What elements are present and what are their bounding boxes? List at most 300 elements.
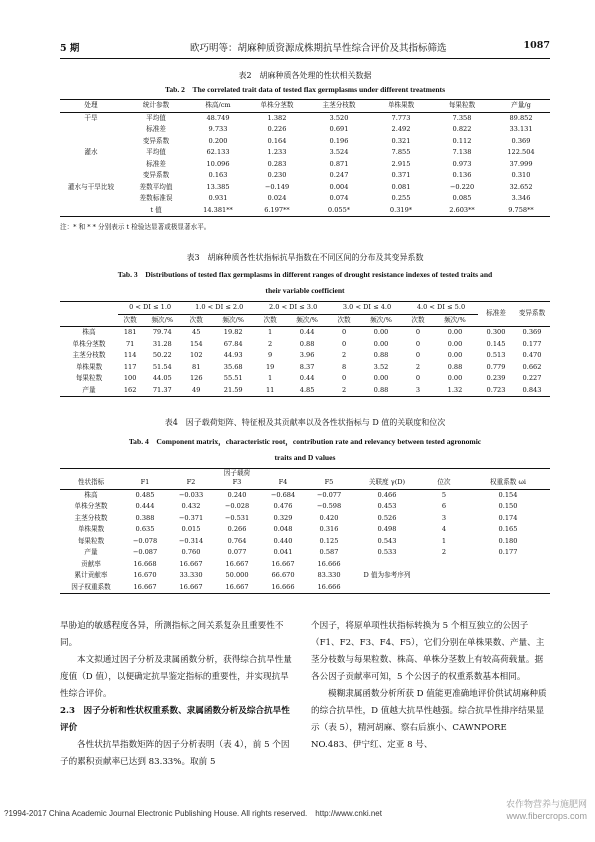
table-cell: 0.321 bbox=[391, 136, 411, 145]
table-cell: 89.852 bbox=[509, 113, 533, 122]
table-cell: 株高/cm bbox=[190, 100, 246, 113]
table-cell: 0.163 bbox=[208, 171, 228, 179]
table-cell: 频次/% bbox=[432, 314, 478, 327]
table-cell: 0.88 bbox=[299, 339, 315, 348]
table-cell: 0.055* bbox=[308, 205, 370, 217]
table-row bbox=[60, 350, 550, 362]
table-cell: 0.00 bbox=[373, 328, 389, 336]
table-cell: 0.174 bbox=[498, 513, 518, 522]
table-cell: 71 bbox=[125, 339, 135, 348]
table-cell: 0.432 bbox=[181, 502, 201, 510]
table2 bbox=[60, 99, 550, 217]
table-row bbox=[60, 159, 550, 171]
table-cell: 0.004 bbox=[329, 182, 349, 191]
table-cell bbox=[352, 559, 422, 571]
table-cell: 16.666 bbox=[317, 559, 341, 568]
table-cell: 16.666 bbox=[260, 582, 306, 594]
table-cell: 0.177 bbox=[498, 548, 518, 556]
table-cell: 16.667 bbox=[225, 559, 249, 568]
table-cell: 16.667 bbox=[271, 559, 295, 568]
table-cell: 标准差 bbox=[478, 302, 514, 327]
table-cell: 主茎分枝数 bbox=[72, 351, 106, 359]
table-cell: 154 bbox=[189, 339, 203, 348]
table-cell bbox=[466, 570, 550, 582]
table-row bbox=[60, 373, 550, 385]
table-cell: 0.136 bbox=[452, 171, 472, 179]
table-cell: 次数 bbox=[330, 314, 358, 327]
paragraph: 各性状抗旱指数矩阵的因子分析表明（表 4），前 5 个因子的累积贡献率已达到 83.33%。取前 5 bbox=[60, 740, 290, 767]
table-cell: 16.668 bbox=[133, 559, 157, 568]
table-cell: 0.44 bbox=[299, 374, 315, 382]
table-cell: 0.164 bbox=[267, 136, 287, 145]
table-cell: 7.358 bbox=[452, 113, 472, 122]
table-row bbox=[60, 489, 550, 501]
table-cell: 0.88 bbox=[373, 351, 389, 359]
paragraph: 本文拟通过因子分析及隶属函数分析，获得综合抗旱性量度值（D 值），以便确定抗旱鉴定指标的重要性，并实现抗旱性综合评价。 bbox=[60, 655, 292, 699]
range-header: 1.0 < DI ≤ 2.0 bbox=[182, 302, 256, 315]
table-cell: 19.82 bbox=[223, 328, 243, 336]
body-left-column bbox=[60, 618, 292, 771]
table-cell bbox=[60, 193, 122, 205]
table-cell bbox=[60, 124, 122, 136]
table-cell: 16.667 bbox=[179, 559, 203, 568]
range-header: 2.0 < DI ≤ 3.0 bbox=[256, 302, 330, 315]
table-cell: 0.024 bbox=[267, 194, 287, 202]
table-cell: 19 bbox=[265, 362, 275, 371]
section-heading: 2.3 因子分析和性状权重系数、隶属函数分析及综合抗旱性评价 bbox=[60, 706, 290, 733]
table-cell bbox=[352, 582, 422, 594]
table-cell: 单株分茎数 bbox=[72, 339, 106, 348]
table-cell: 0.00 bbox=[373, 374, 389, 382]
table-cell: 0.247 bbox=[329, 171, 349, 179]
table-cell: 0.015 bbox=[181, 525, 201, 533]
table-cell bbox=[466, 469, 550, 478]
table-cell: F1 bbox=[122, 477, 168, 489]
table4-caption-en-2: traits and D values bbox=[274, 453, 336, 462]
table-cell: 累计贡献率 bbox=[74, 571, 108, 579]
table-cell: 79.74 bbox=[152, 328, 172, 336]
table-cell: 21.59 bbox=[210, 385, 256, 397]
table-row bbox=[60, 182, 550, 194]
table-cell: 7.138 bbox=[452, 148, 472, 156]
table-cell: 114 bbox=[123, 351, 137, 359]
table-cell: 100 bbox=[123, 374, 137, 382]
table-cell: 0.388 bbox=[135, 513, 155, 522]
table-cell: 51.54 bbox=[152, 362, 172, 371]
table-cell: 45 bbox=[192, 328, 201, 336]
table-cell: F4 bbox=[260, 477, 306, 489]
table-cell: 0.44 bbox=[299, 328, 315, 336]
table-cell bbox=[422, 469, 466, 478]
paragraph: 个因子，将原单项性状指标转换为 5 个相互独立的公因子（F1、F2、F3、F4、F5），它们分别在单株果数、产量、主茎分枝数与每果粒数、株高、单株分茎数上有较高荷载量。据各公因子贡献率可知，5 个公因子的权重系数基本相同。 bbox=[311, 621, 545, 682]
table-cell: 7.773 bbox=[391, 113, 411, 122]
table-row bbox=[60, 524, 550, 536]
table-cell: 0.00 bbox=[447, 351, 463, 359]
table-cell: 频次/% bbox=[142, 314, 182, 327]
table-header-row bbox=[60, 469, 550, 478]
table-cell: 0.369 bbox=[511, 136, 531, 145]
body-right-column bbox=[311, 618, 550, 754]
table-cell: 71.37 bbox=[142, 385, 182, 397]
table-cell: 0.145 bbox=[486, 339, 506, 348]
table-cell: −0.531 bbox=[224, 513, 250, 522]
table-cell: 主茎分枝数 bbox=[308, 100, 370, 113]
table-cell: 3.524 bbox=[329, 148, 349, 156]
table-cell: 0 bbox=[415, 374, 421, 382]
table-header-row bbox=[60, 302, 550, 315]
table4-caption-cn: 表4 因子载荷矩阵、特征根及其贡献率以及各性状指标与 D 值的关联度和位次 bbox=[164, 418, 446, 427]
table3-caption-en-2: their variable coefficient bbox=[265, 286, 345, 295]
table-cell: 0.723 bbox=[478, 385, 514, 397]
table-cell: 0.543 bbox=[377, 536, 397, 545]
table-row bbox=[60, 362, 550, 374]
table3-caption-cn: 表3 胡麻种质各性状指标抗旱指数在不同区间的分布及其变异系数 bbox=[186, 253, 424, 262]
table-cell: D 值为参考序列 bbox=[363, 571, 411, 579]
table-cell: 0.369 bbox=[522, 328, 542, 336]
table-cell: 0.112 bbox=[452, 136, 472, 145]
table-header-row bbox=[60, 477, 550, 489]
table-cell: 0.085 bbox=[452, 194, 472, 202]
table3 bbox=[60, 301, 550, 397]
table-cell: 3.520 bbox=[329, 113, 349, 122]
table-cell: 0.240 bbox=[227, 490, 247, 499]
table-cell: 0.498 bbox=[377, 525, 397, 533]
table-cell: 4.85 bbox=[284, 385, 330, 397]
table-cell: 每果粒数 bbox=[75, 374, 103, 382]
table4-caption-en-1: Tab. 4 Component matrix，characteristic root，contribution rate and relevancy between tested agronomic bbox=[128, 437, 482, 446]
table-cell: 0.88 bbox=[358, 385, 404, 397]
table-cell: 0.227 bbox=[522, 374, 542, 382]
table-cell: 关联度 γ(D) bbox=[352, 477, 422, 489]
table-header-row bbox=[60, 100, 550, 113]
table-cell: 48.749 bbox=[206, 113, 230, 122]
table-cell: 贡献率 bbox=[81, 559, 101, 568]
table-cell: 次数 bbox=[404, 314, 432, 327]
table-cell bbox=[466, 559, 550, 571]
table-cell: −0.077 bbox=[316, 490, 342, 499]
table-cell: 性状指标 bbox=[60, 477, 122, 489]
table-cell: 2 bbox=[341, 351, 347, 359]
table-cell: 16.670 bbox=[133, 571, 157, 579]
table-cell: 181 bbox=[123, 328, 137, 336]
table-cell: 0.779 bbox=[486, 362, 506, 371]
table-cell: 灌水与干旱比较 bbox=[67, 182, 115, 191]
table-cell: 67.84 bbox=[223, 339, 243, 348]
table-cell: 0.420 bbox=[319, 513, 339, 522]
table-cell: F2 bbox=[168, 477, 214, 489]
table-cell: 66.670 bbox=[271, 571, 295, 579]
table-cell: 0 bbox=[341, 374, 347, 382]
table-cell: 2.603** bbox=[432, 205, 492, 217]
table-row bbox=[60, 547, 550, 559]
table-cell: 3 bbox=[404, 385, 432, 397]
table-cell: 49 bbox=[182, 385, 210, 397]
table-cell: 0.081 bbox=[391, 182, 411, 191]
table-cell: 单株果数 bbox=[77, 525, 105, 533]
table2-note: 注：* 和 * * 分别表示 t 检验达显著或极显著水平。 bbox=[60, 223, 211, 231]
range-header: 4.0 < DI ≤ 5.0 bbox=[404, 302, 478, 315]
table-cell: 0.329 bbox=[273, 513, 293, 522]
table-cell: 频次/% bbox=[358, 314, 404, 327]
table-cell: 102 bbox=[189, 351, 203, 359]
table-cell: −0.028 bbox=[224, 502, 250, 510]
table-cell: 2 bbox=[441, 548, 447, 556]
table-cell: 0.196 bbox=[329, 136, 349, 145]
table-cell bbox=[422, 570, 466, 582]
table-cell: 0.283 bbox=[267, 159, 287, 168]
table-cell: 81 bbox=[192, 362, 201, 371]
table-cell: 50.000 bbox=[225, 571, 249, 579]
table-cell: 单株分茎数 bbox=[74, 502, 108, 510]
table-cell: −0.033 bbox=[178, 490, 204, 499]
paragraph: 旱胁迫的敏感程度各异，所测指标之间关系复杂且重要性不同。 bbox=[60, 621, 284, 648]
range-header: 0 < DI ≤ 1.0 bbox=[118, 302, 182, 315]
watermark-line: 农作物营养与施肥网 bbox=[505, 799, 587, 809]
table-cell: 0.822 bbox=[452, 125, 472, 133]
table-row bbox=[60, 536, 550, 548]
table-cell bbox=[60, 170, 122, 182]
table-cell: 0.239 bbox=[486, 374, 506, 382]
table-cell: 产量/g bbox=[492, 100, 550, 113]
table-cell: 35.68 bbox=[223, 362, 243, 371]
table-cell: 0.154 bbox=[498, 490, 518, 499]
table-cell bbox=[422, 582, 466, 594]
table-row bbox=[60, 124, 550, 136]
table-cell: 株高 bbox=[82, 328, 96, 336]
table-cell: 2.915 bbox=[391, 159, 411, 168]
table-cell: 变异系数 bbox=[514, 302, 550, 327]
table-cell: 0.00 bbox=[447, 374, 463, 382]
table-cell: 0.200 bbox=[208, 136, 228, 145]
table-cell: 122.504 bbox=[507, 148, 535, 156]
table-row bbox=[60, 513, 550, 525]
table-cell: 2 bbox=[330, 385, 358, 397]
table-cell: 8 bbox=[341, 362, 347, 371]
table-cell bbox=[60, 159, 122, 171]
table-row bbox=[60, 582, 550, 594]
table-cell: t 值 bbox=[122, 205, 190, 217]
table-cell: 16.666 bbox=[306, 582, 352, 594]
table-cell: −0.314 bbox=[178, 536, 204, 545]
table-cell: 单株分茎数 bbox=[246, 100, 308, 113]
table-cell: 44.05 bbox=[152, 374, 172, 382]
table-cell: 频次/% bbox=[210, 314, 256, 327]
table-cell: 13.385 bbox=[206, 182, 230, 191]
table-cell: 1 bbox=[268, 328, 273, 336]
page-header bbox=[60, 40, 550, 56]
table-cell: 次数 bbox=[256, 314, 284, 327]
table-cell: 5 bbox=[441, 490, 447, 499]
table-cell: 33.131 bbox=[509, 125, 533, 133]
table-cell: 0.316 bbox=[319, 525, 339, 533]
table-row bbox=[60, 147, 550, 159]
table-cell: 1 bbox=[268, 374, 273, 382]
table-header-row bbox=[60, 314, 550, 327]
table2-caption-en: Tab. 2 The correlated trait data of tested flax germplasms under different treatments bbox=[164, 85, 446, 94]
table-cell: 1.382 bbox=[267, 113, 287, 122]
table-cell: 主茎分枝数 bbox=[74, 513, 108, 522]
table-cell: 10.096 bbox=[206, 159, 230, 168]
table-cell: 2.492 bbox=[391, 125, 411, 133]
table-cell: 0.485 bbox=[135, 490, 155, 499]
table-cell: 37.999 bbox=[509, 159, 533, 168]
table-cell: 9.758** bbox=[492, 205, 550, 217]
table-cell: 0.310 bbox=[511, 171, 531, 179]
table-cell: 16.667 bbox=[122, 582, 168, 594]
table-cell: 14.381** bbox=[190, 205, 246, 217]
table-cell: 株高 bbox=[84, 490, 98, 499]
table-cell: 0.230 bbox=[267, 171, 287, 179]
running-title: 欧巧明等：胡麻种质资源成株期抗旱性综合评价及其指标筛选 bbox=[190, 43, 447, 54]
table-cell: 平均值 bbox=[146, 113, 166, 122]
table-cell bbox=[60, 469, 122, 478]
table-cell bbox=[352, 469, 422, 478]
table-cell: 0.760 bbox=[181, 548, 201, 556]
table-cell: 55.51 bbox=[223, 374, 243, 382]
table-cell: 0.691 bbox=[329, 125, 349, 133]
table-cell: 次数 bbox=[182, 314, 210, 327]
table-row bbox=[60, 327, 550, 339]
table-cell: 差数平均值 bbox=[139, 182, 173, 191]
table-cell: 32.652 bbox=[509, 182, 533, 191]
table-cell: 33.330 bbox=[179, 571, 203, 579]
table-cell: 0.453 bbox=[377, 502, 397, 510]
watermark-line: www.fibercrops.com bbox=[506, 811, 587, 821]
table-row bbox=[60, 170, 550, 182]
table-cell: 0.041 bbox=[273, 548, 293, 556]
table-cell: 1.233 bbox=[267, 148, 287, 156]
table-cell: 0.533 bbox=[377, 548, 397, 556]
table-cell: 44.93 bbox=[223, 351, 243, 359]
table-cell: 标准差 bbox=[146, 125, 166, 133]
paragraph: 模糊隶属函数分析所获 D 值能更准确地评价供试胡麻种质的综合抗旱性，D 值越大抗旱性越强。综合抗旱性排序结果显示（表 5），精河胡麻、察右后旗小、CAWNPORE NO.483、伊宁红、定亚 8 号、 bbox=[311, 689, 547, 750]
table-cell: 31.28 bbox=[152, 339, 172, 348]
table-cell: 0 bbox=[415, 328, 421, 336]
range-header: 3.0 < DI ≤ 4.0 bbox=[330, 302, 404, 315]
table-cell: 0.513 bbox=[486, 351, 506, 359]
table-cell: 0.00 bbox=[447, 328, 463, 336]
table-row bbox=[60, 385, 550, 397]
table-cell: 0.466 bbox=[377, 490, 397, 499]
table-cell: 单株果数 bbox=[75, 362, 103, 371]
table-cell: 0.371 bbox=[391, 171, 411, 179]
table-cell: 0.764 bbox=[227, 536, 247, 545]
table-cell: 平均值 bbox=[146, 148, 166, 156]
table-cell: −0.371 bbox=[178, 513, 204, 522]
table-cell: 0.266 bbox=[227, 525, 247, 533]
table-cell: 0 bbox=[415, 351, 421, 359]
table-row bbox=[60, 136, 550, 148]
table-cell: 差数标准误 bbox=[139, 194, 173, 202]
table-cell: 0.300 bbox=[486, 328, 506, 336]
table-cell: 0.077 bbox=[227, 548, 247, 556]
table-cell: 3.96 bbox=[299, 351, 315, 359]
table-cell: 162 bbox=[118, 385, 142, 397]
table-cell: 0.470 bbox=[522, 351, 542, 359]
table-cell: 0.226 bbox=[267, 125, 287, 133]
table-cell: 0.074 bbox=[329, 194, 349, 202]
table-cell: 7.855 bbox=[391, 148, 411, 156]
table-cell: 因子载荷 bbox=[122, 469, 352, 478]
table-cell: 变异系数 bbox=[142, 136, 170, 145]
table-cell: 16.667 bbox=[168, 582, 214, 594]
table-cell: 产量 bbox=[60, 385, 118, 397]
table-cell: 83.330 bbox=[317, 571, 341, 579]
table-cell: 0.440 bbox=[273, 536, 293, 545]
table-cell: 4 bbox=[441, 525, 447, 533]
table-cell: 117 bbox=[123, 362, 137, 371]
table-cell: 0.125 bbox=[319, 536, 339, 545]
table-row bbox=[60, 559, 550, 571]
table-cell: 0.973 bbox=[452, 159, 472, 168]
table-cell: 11 bbox=[256, 385, 284, 397]
table-cell: 统计参数 bbox=[122, 100, 190, 113]
table-cell: 6 bbox=[441, 502, 447, 510]
table-cell: −0.149 bbox=[264, 182, 290, 191]
issue-number: 5 期 bbox=[60, 43, 80, 54]
table-cell: 0.00 bbox=[373, 339, 389, 348]
table-cell: 0.048 bbox=[273, 525, 293, 533]
copyright-footer: ?1994-2017 China Academic Journal Electronic Publishing House. All rights reserved. http://www.cnki.net bbox=[4, 809, 382, 818]
table-cell: 9 bbox=[268, 351, 273, 359]
table-cell: 0.165 bbox=[498, 525, 518, 533]
table4 bbox=[60, 468, 550, 594]
table-cell: 0.88 bbox=[447, 362, 463, 371]
table-cell: 8.37 bbox=[299, 362, 315, 371]
table-cell: 1 bbox=[441, 536, 447, 545]
table-cell: F3 bbox=[214, 477, 260, 489]
table-cell: 0.177 bbox=[522, 339, 542, 348]
table-cell: 0.319* bbox=[370, 205, 432, 217]
table-row bbox=[60, 193, 550, 205]
table-cell: 0.871 bbox=[329, 159, 349, 168]
table-cell bbox=[60, 136, 122, 148]
table-cell: 3.52 bbox=[373, 362, 389, 371]
table-cell bbox=[60, 205, 122, 217]
page-number: 1087 bbox=[523, 40, 550, 51]
table-cell: 0 bbox=[341, 339, 347, 348]
table-cell: 产量 bbox=[84, 548, 98, 556]
table-cell: 126 bbox=[189, 374, 203, 382]
table-cell: −0.220 bbox=[449, 182, 475, 191]
table-cell: −0.684 bbox=[270, 490, 296, 499]
table-cell: 0 bbox=[341, 328, 347, 336]
table-cell: 50.22 bbox=[152, 351, 172, 359]
table-cell: 位次 bbox=[422, 477, 466, 489]
table-cell: 62.133 bbox=[206, 148, 230, 156]
table3-caption-en-1: Tab. 3 Distributions of tested flax germplasms in different ranges of drought resistance indexes of tested traits and bbox=[117, 270, 493, 279]
table-row bbox=[60, 112, 550, 124]
table-cell: 9.733 bbox=[208, 125, 228, 133]
table-cell: 灌水 bbox=[84, 148, 98, 156]
table-cell: 干旱 bbox=[84, 113, 98, 122]
table-cell: F5 bbox=[306, 477, 352, 489]
table-cell: −0.598 bbox=[316, 502, 342, 510]
table-cell: 每果粒数 bbox=[432, 100, 492, 113]
table-cell: 频次/% bbox=[284, 314, 330, 327]
table-cell: 因子权重系数 bbox=[60, 582, 122, 594]
table-cell bbox=[60, 314, 118, 327]
table-cell: 2 bbox=[415, 362, 421, 371]
table-cell: 0.587 bbox=[319, 548, 339, 556]
table-cell: 每果粒数 bbox=[77, 536, 105, 545]
table-cell: 0.444 bbox=[135, 502, 155, 510]
table-cell: 次数 bbox=[118, 314, 142, 327]
table-cell: 权重系数 ωi bbox=[466, 477, 550, 489]
table-cell: 0.843 bbox=[514, 385, 550, 397]
table-cell: 处理 bbox=[60, 100, 122, 113]
table-cell: 0.931 bbox=[208, 194, 228, 202]
